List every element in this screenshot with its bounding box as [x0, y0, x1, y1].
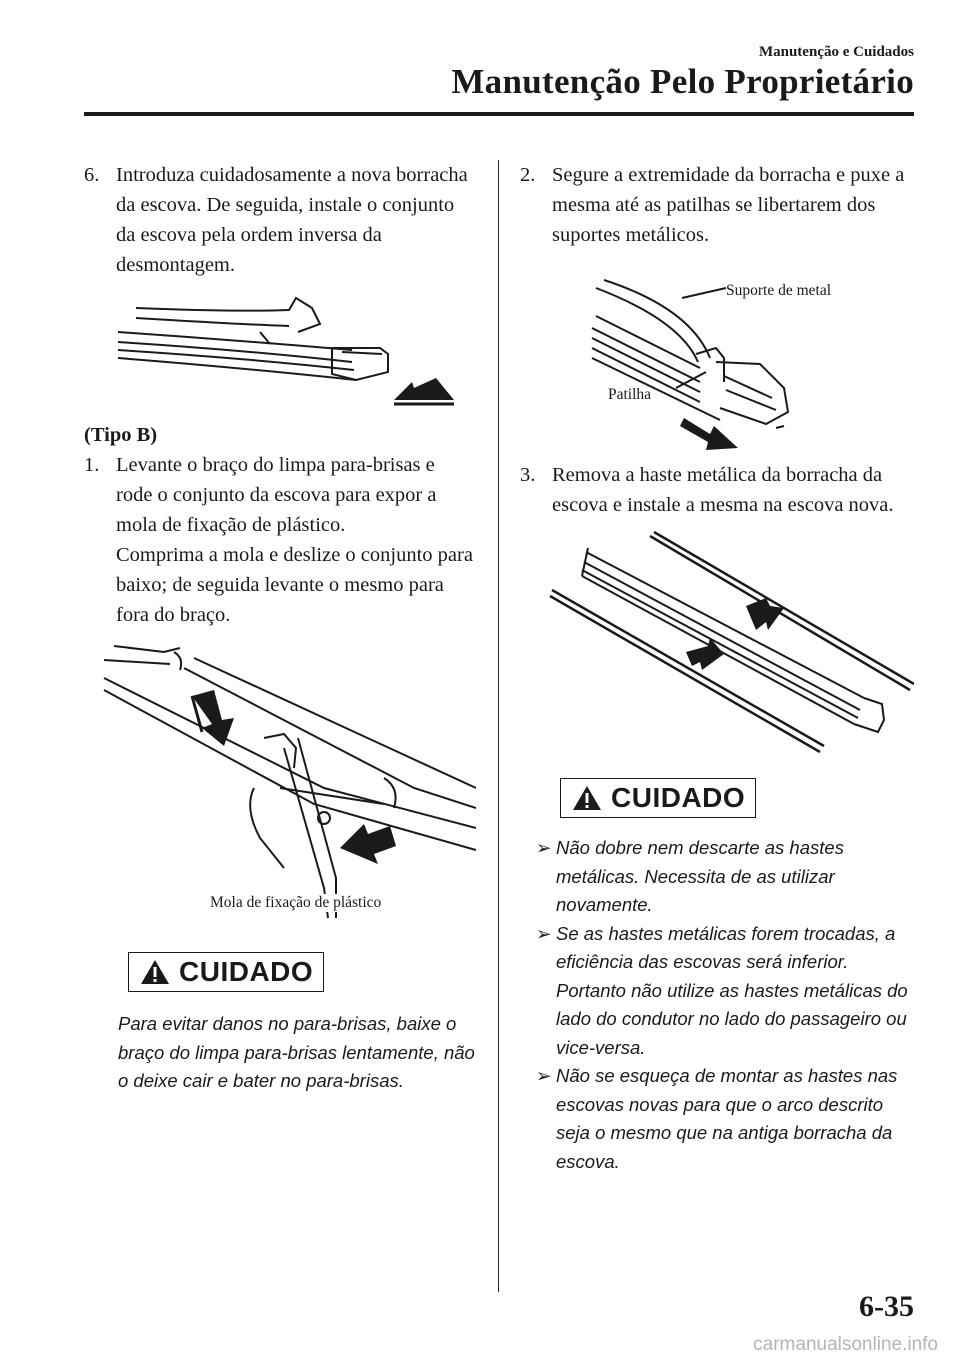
step-number: 1.: [84, 454, 100, 476]
right-column: [520, 160, 914, 1176]
arrow-icon: [394, 378, 454, 404]
caution-badge: [128, 952, 324, 992]
caution-label: CUIDADO: [179, 956, 314, 987]
label-plastic-spring: Mola de fixação de plástico: [210, 894, 382, 911]
caution-bullet: [536, 920, 914, 1063]
bullet-arrow-icon: ➢: [536, 1065, 552, 1086]
column-divider: [498, 160, 499, 1292]
figure-metal-rod: [520, 524, 914, 760]
step-number: 6.: [84, 164, 100, 186]
caution-label: CUIDADO: [611, 782, 746, 813]
step-2: [520, 160, 914, 250]
section-title: Manutenção e Cuidados: [758, 44, 914, 60]
spring-illustration: [84, 638, 476, 932]
caution-bullet: [536, 834, 914, 920]
caution-text: Para evitar danos no para-brisas, baixe o braço do limpa para-brisas lentamente, não o deixe cair e bater no para-brisas.: [118, 1013, 475, 1091]
left-column: [84, 160, 476, 1096]
step-text: Levante o braço do limpa para-brisas e rode o conjunto da escova para expor a mola de fixação de plástico.: [116, 454, 437, 536]
arrow-down-right-icon: [680, 418, 738, 450]
tab-illustration: [520, 258, 914, 454]
step-text: Segure a extremidade da borracha e puxe a mesma até as patilhas se libertarem dos suportes metálicos.: [552, 164, 905, 246]
arrow-left-icon: [746, 598, 784, 630]
bullet-arrow-icon: ➢: [536, 837, 552, 858]
bullet-text: Se as hastes metálicas forem trocadas, a eficiência das escovas será inferior.: [556, 922, 896, 972]
label-tab: Patilha: [608, 386, 652, 403]
bullet-text: Não dobre nem descarte as hastes metálicas. Necessita de as utilizar novamente.: [556, 837, 844, 915]
figure-blade-insert: [84, 288, 476, 418]
warning-icon: [139, 958, 171, 986]
header-rule: [84, 112, 914, 116]
subheading-type-b: (Tipo B): [84, 424, 158, 446]
step-text: Introduza cuidadosamente a nova borracha da escova. De seguida, instale o conjunto da escova pela ordem inversa da desmontagem.: [116, 164, 468, 276]
arrow-down-icon: [192, 690, 234, 746]
figure-tab-release: [520, 258, 914, 454]
page-number: 6-35: [859, 1290, 914, 1323]
step-number: 2.: [520, 164, 536, 186]
step-3: [520, 460, 914, 520]
figure-spring-release: [84, 638, 476, 932]
step-6: [84, 160, 476, 280]
caution-bullets: [536, 834, 914, 1176]
label-metal-support: Suporte de metal: [726, 282, 832, 299]
bullet-text: Não se esqueça de montar as hastes nas escovas novas para que o arco descrito seja o mesmo que na antiga borracha da escova.: [556, 1065, 898, 1172]
bullet-text-continued: Portanto não utilize as hastes metálicas do lado do condutor no lado do passageiro ou vice-versa.: [556, 979, 908, 1058]
bullet-arrow-icon: ➢: [536, 922, 552, 944]
page-title: Manutenção Pelo Proprietário: [451, 62, 914, 101]
watermark: carmanualsonline.info: [753, 1334, 938, 1355]
step-number: 3.: [520, 464, 536, 486]
caution-bullet: [536, 1062, 914, 1176]
step-1: [84, 450, 476, 630]
step-text-continued: Comprima a mola e deslize o conjunto para baixo; de seguida levante o mesmo para fora do braço.: [116, 544, 473, 626]
warning-icon: [571, 784, 603, 812]
step-text: Remova a haste metálica da borracha da escova e instale a mesma na escova nova.: [552, 464, 894, 516]
arrow-right-icon: [340, 824, 396, 864]
caution-badge: [560, 778, 756, 818]
